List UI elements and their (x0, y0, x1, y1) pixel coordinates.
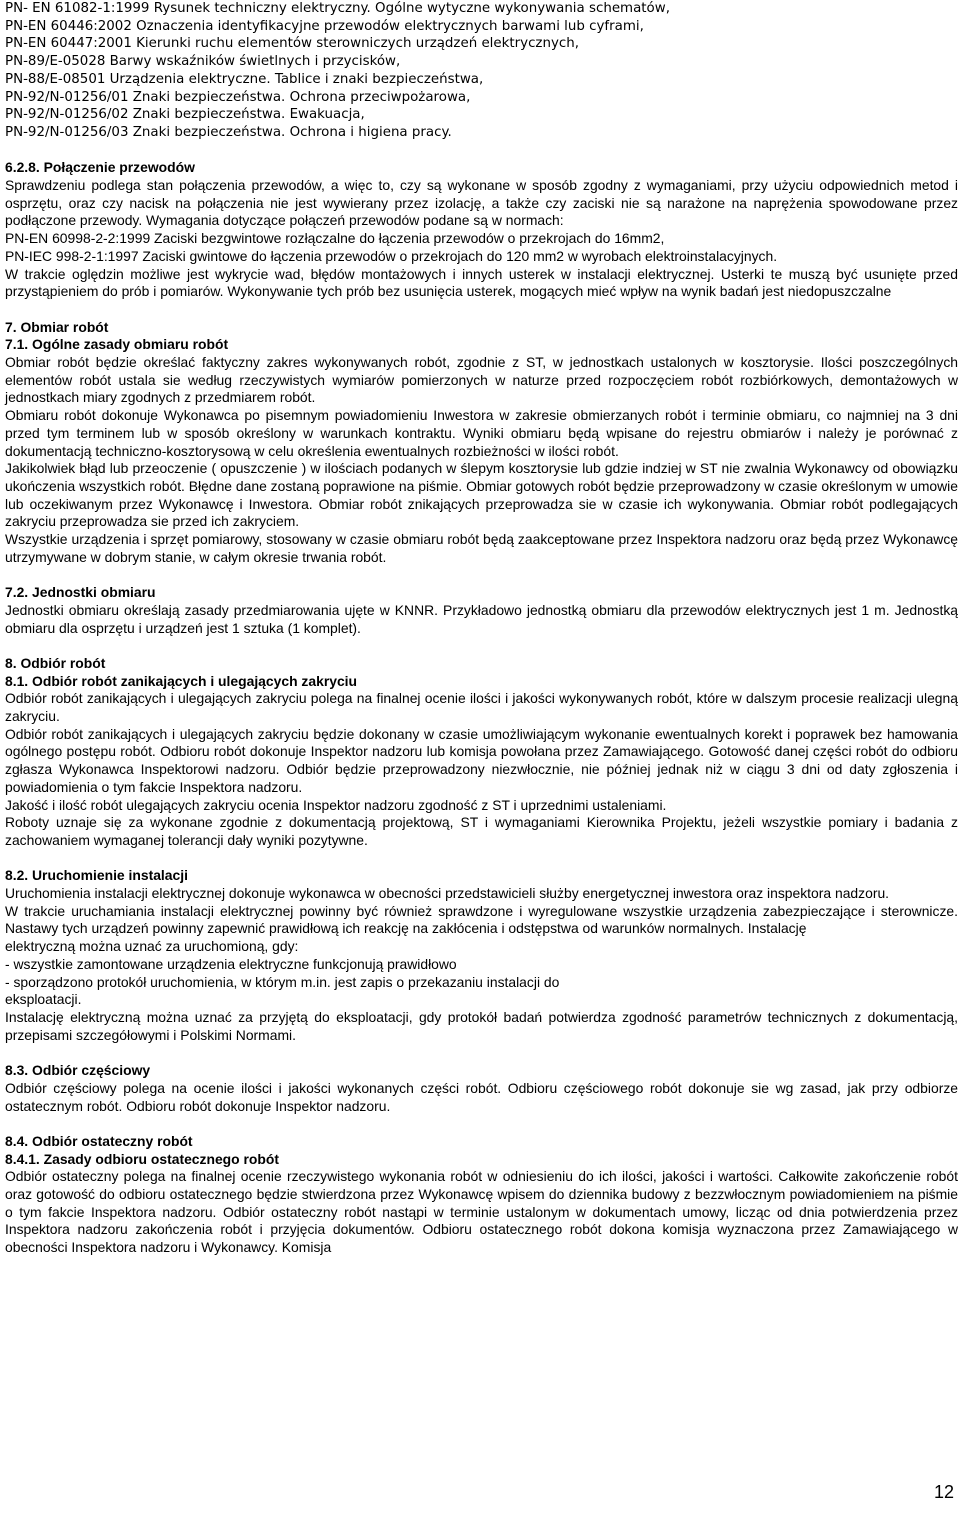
standard-item: PN-EN 60447:2001 Kierunki ruchu elementów sterowniczych urządzeń elektrycznych, (5, 36, 579, 52)
section-heading-7-1: 7.1. Ogólne zasady obmiaru robót (5, 336, 229, 353)
spacer (5, 1115, 958, 1133)
paragraph: W trakcie uruchamiania instalacji elektrycznej powinny być również sprawdzone i wyregulowane wszystkie urządzenia zabezpieczające i sterownicze. Nastawy tych urządzeń powinny zapewnić prawidłową ich reakcję na zakłócenia i odstępstwa od warunków normalnych. Instalację (5, 902, 958, 937)
section-heading-8-4-1: 8.4.1. Zasady odbioru ostatecznego robót (5, 1150, 280, 1167)
document-page (5, 0, 958, 1257)
section-heading-6-2-8: 6.2.8. Połączenie przewodów (5, 159, 195, 176)
section-heading-7-2: 7.2. Jednostki obmiaru (5, 584, 156, 601)
paragraph: Wszystkie urządzenia i sprzęt pomiarowy, stosowany w czasie obmiaru robót będą zaakceptowane przez Inspektora nadzoru oraz będą przez Wykonawcę utrzymywane w dobrym stanie, w całym okresie trwania robót. (5, 531, 958, 565)
standard-item: PN-89/E-05028 Barwy wskaźników świetlnych i przycisków, (5, 54, 401, 70)
paragraph: Obmiaru robót dokonuje Wykonawca po pisemnym powiadomieniu Inwestora w zakresie obmierzanych robót i terminie obmiaru, co najmniej na 3 dni przed tym terminem lub w sposób określony w warunkach kontraktu. Wyniki obmiaru będą wpisane do rejestru obmiarów i należy je porównać z dokumentacją techniczno-kosztorysową w celu określenia ewentualnych rozbieżności w ilości robót. (5, 407, 958, 459)
list-item: - sporządzono protokół uruchomienia, w którym m.in. jest zapis o przekazaniu instalacji do (5, 973, 560, 990)
section-heading-8-4: 8.4. Odbiór ostateczny robót (5, 1132, 193, 1149)
spacer (5, 301, 958, 319)
standard-item: PN-EN 60446:2002 Oznaczenia identyfikacyjne przewodów elektrycznych barwami lub cyframi, (5, 18, 644, 34)
standard-item: PN-88/E-08501 Urządzenia elektryczne. Tablice i znaki bezpieczeństwa, (5, 71, 484, 87)
paragraph: Roboty uznaje się za wykonane zgodnie z dokumentacją projektową, ST i wymaganiami Kierownika Projektu, jeżeli wszystkie pomiary i badania z zachowaniem wymaganej tolerancji dały wyniki pozytywne. (5, 814, 958, 848)
paragraph: elektryczną można uznać za uruchomioną, gdy: (5, 938, 299, 955)
paragraph: Instalację elektryczną można uznać za przyjętą do eksploatacji, gdy protokół badań potwierdza zgodność parametrów technicznych z dokumentacją, przepisami szczegółowymi i Polskimi Normami. (5, 1009, 958, 1043)
paragraph: W trakcie oględzin możliwe jest wykrycie wad, błędów montażowych i innych usterek w instalacji elektrycznej. Usterki te muszą być usunięte przed przystąpieniem do prób i pomiarów. Wykonywanie tych prób bez usunięcia usterek, mogących mieć wpływ na wynik badań jest niedopuszczalne (5, 265, 958, 300)
section-heading-8-2: 8.2. Uruchomienie instalacji (5, 867, 188, 884)
standard-item: PN-92/N-01256/03 Znaki bezpieczeństwa. Ochrona i higiena pracy. (5, 124, 452, 140)
section-heading-8-1: 8.1. Odbiór robót zanikających i ulegających zakryciu (5, 672, 358, 689)
paragraph: Jednostki obmiaru określają zasady przedmiarowania ujęte w KNNR. Przykładowo jednostką obmiaru dla przewodów elektrycznych jest 1 m. Jednostką obmiaru dla osprzętu i urządzeń jest 1 sztuka (1 komplet). (5, 601, 958, 636)
standard-item: PN-92/N-01256/01 Znaki bezpieczeństwa. Ochrona przeciwpożarowa, (5, 89, 471, 105)
document-body (5, 159, 958, 1257)
spacer (5, 637, 958, 655)
page-number: 12 (933, 1482, 954, 1502)
spacer (5, 566, 958, 584)
standard-item: PN-92/N-01256/02 Znaki bezpieczeństwa. Ewakuacja, (5, 107, 365, 123)
paragraph: Jakikolwiek błąd lub przeoczenie ( opuszczenie ) w ilościach podanych w ślepym kosztorysie lub gdzie indziej w ST nie zwalnia Wykonawcy od obowiązku ukończenia wszystkich robót. Błędne dane zostaną poprawione na piśmie. Obmiar gotowych robót będzie przeprowadzony w czasie określonym w umowie lub oczekiwanym przez Wykonawcę i Inwestora. Obmiar robót znikających przeprowadza sie w czasie ich wykonywania. Obmiar robót podlegających zakryciu przeprowadza sie przed ich zakryciem. (5, 460, 958, 530)
paragraph: Odbiór robót zanikających i ulegających zakryciu będzie dokonany w czasie umożliwiającym wykonanie ewentualnych korekt i poprawek bez hamowania ogólnego postępu robót. Odbioru robót dokonuje Inspektor nadzoru lub komisja powołana przez Zamawiającego. Gotowość danej części robót do odbioru zgłasza Wykonawca Inspektorowi nadzoru. Odbiór będzie przeprowadzony niezwłocznie, nie później jednak niż w ciągu 3 dni od daty zgłoszenia i powiadomienia o tym fakcie Inspektora nadzoru. (5, 725, 958, 795)
paragraph: Uruchomienia instalacji elektrycznej dokonuje wykonawca w obecności przedstawicieli służby energetycznej inwestora oraz inspektora nadzoru. (5, 885, 890, 902)
paragraph: Obmiar robót będzie określać faktyczny zakres wykonywanych robót, zgodnie z ST, w jednostkach ustalonych w kosztorysie. Ilości poszczególnych elementów robót ustala sie według rzeczywistych wymiarów pomierzonych w naturze przed rozpoczęciem robót rozbiórkowych, demontażowych w jednostkach miary zgodnych z przedmiarem robót. (5, 354, 958, 406)
paragraph: Odbiór częściowy polega na ocenie ilości i jakości wykonanych części robót. Odbioru częściowego robót dokonuje sie wg zasad, jak przy odbiorze ostatecznym robót. Odbioru robót dokonuje Inspektor nadzoru. (5, 1079, 958, 1114)
list-item: - wszystkie zamontowane urządzenia elektryczne funkcjonują prawidłowo (5, 955, 457, 972)
paragraph: Odbiór ostateczny polega na finalnej ocenie rzeczywistego wykonania robót w odniesieniu do ich ilości, jakości i wartości. Całkowite zakończenie robót oraz gotowość do odbioru ostatecznego będzie stwierdzona przez Wykonawcę wpisem do dziennika budowy z bezzwłocznym powiadomieniem na piśmie o tym fakcie Inspektora nadzoru. Odbiór ostateczny robót nastąpi w terminie ustalonym w dokumentach umowy, licząc od dnia potwierdzenia przez Inspektora nadzoru zakończenia robót i przyjęcia dokumentów. Odbioru ostatecznego robót dokona komisja wyznaczona przez Zamawiającego w obecności Inspektora nadzoru i Wykonawcy. Komisja (5, 1168, 958, 1256)
paragraph: Odbiór robót zanikających i ulegających zakryciu polega na finalnej ocenie ilości i jakości wykonywanych robót, które w dalszym procesie realizacji ulegną zakryciu. (5, 690, 958, 725)
section-heading-8: 8. Odbiór robót (5, 654, 106, 671)
standard-line: PN-IEC 998-2-1:1997 Zaciski gwintowe do łączenia przewodów o przekrojach do 120 mm2 w wyrobach elektroinstalacyjnych. (5, 247, 778, 264)
paragraph: Jakość i ilość robót ulegających zakryciu ocenia Inspektor nadzoru zgodność z ST i uprzednimi ustaleniami. (5, 796, 667, 813)
section-heading-7: 7. Obmiar robót (5, 318, 109, 335)
spacer (5, 1044, 958, 1062)
spacer (5, 142, 958, 160)
standard-item: PN- EN 61082-1:1999 Rysunek techniczny elektryczny. Ogólne wytyczne wykonywania schematów, (5, 1, 670, 16)
list-item-continuation: eksploatacji. (5, 991, 82, 1008)
spacer (5, 850, 958, 868)
standards-list (5, 0, 958, 142)
standard-line: PN-EN 60998-2-2:1999 Zaciski bezgwintowe rozłączalne do łączenia przewodów o przekrojach do 16mm2, (5, 230, 665, 247)
paragraph: Sprawdzeniu podlega stan połączenia przewodów, a więc to, czy są wykonane w sposób zgodny z wymaganiami, przy użyciu odpowiednich metod i osprzętu, oraz czy nacisk na połączenia nie jest wywierany przez izolację, a także czy zaciski nie są narażone na naprężenia spowodowane przez podłączone przewody. Wymagania dotyczące połączeń przewodów podane są w normach: (5, 177, 958, 229)
section-heading-8-3: 8.3. Odbiór częściowy (5, 1062, 151, 1079)
